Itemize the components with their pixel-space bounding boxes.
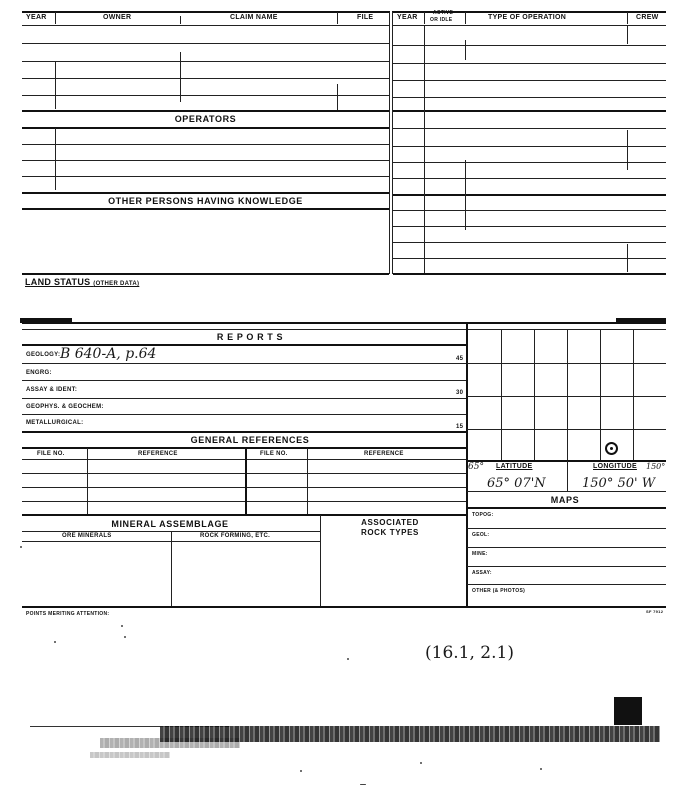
claims-owner-header: OWNER <box>103 14 132 21</box>
speck <box>347 658 349 660</box>
row-line <box>22 95 389 96</box>
section-top-border <box>22 329 666 330</box>
row-line <box>467 566 666 567</box>
row-line <box>22 160 389 161</box>
ore-minerals-header: ORE MINERALS <box>62 533 112 539</box>
latitude-prefix: 65° <box>468 462 484 472</box>
col-line <box>320 515 321 606</box>
longitude-label: LONGITUDE <box>593 463 637 470</box>
grid-line <box>501 330 502 460</box>
row-line <box>393 226 666 227</box>
col-line <box>627 130 628 170</box>
row-line <box>467 547 666 548</box>
number-30: 30 <box>456 390 464 396</box>
land-status-title: LAND STATUS <box>25 277 91 287</box>
speck <box>420 762 422 764</box>
geophys-label: GEOPHYS. & GEOCHEM: <box>26 404 104 410</box>
form-number: SF 7912 <box>646 609 664 614</box>
ops-active-header-2: OR IDLE <box>430 17 453 23</box>
col-line <box>87 448 88 514</box>
scan-smudge <box>90 752 170 758</box>
ref-file-no-2: FILE NO. <box>260 451 288 457</box>
speck <box>121 625 123 627</box>
ops-crew-header: CREW <box>636 14 659 21</box>
grid-line <box>534 330 535 460</box>
row-line <box>393 178 666 179</box>
claims-year-header: YEAR <box>26 14 47 21</box>
grid-line <box>600 330 601 460</box>
row-line <box>393 25 666 26</box>
land-status-sub: (OTHER DATA) <box>93 281 140 287</box>
associated-rock-types-2: ROCK TYPES <box>360 528 419 537</box>
col-line <box>465 160 466 230</box>
handwritten-coordinates: (16.1, 2.1) <box>425 643 514 663</box>
divider <box>55 12 56 24</box>
row-line <box>22 487 466 488</box>
row-line <box>467 584 666 585</box>
associated-rock-types-1: ASSOCIATED <box>361 518 419 527</box>
center-divider <box>392 12 393 274</box>
col-line <box>55 62 56 109</box>
divider <box>337 12 338 24</box>
claims-claim-name-header: CLAIM NAME <box>230 14 278 21</box>
col-line <box>180 52 181 102</box>
row-line <box>393 194 666 196</box>
mineral-assemblage-title: MINERAL ASSEMBLAGE <box>111 519 229 529</box>
ref-reference-1: REFERENCE <box>138 451 178 457</box>
row-line <box>22 414 466 415</box>
longitude-suffix: 150° <box>646 462 666 471</box>
general-references-title: GENERAL REFERENCES <box>190 435 310 445</box>
row-line <box>393 273 666 275</box>
row-line <box>393 63 666 64</box>
grid-line <box>633 330 634 460</box>
assay-ident-label: ASSAY & IDENT: <box>26 387 78 393</box>
maps-geol: GEOL: <box>472 532 490 538</box>
number-15: 15 <box>456 424 464 430</box>
divider <box>424 12 425 24</box>
row-line <box>22 61 389 62</box>
row-line <box>22 144 389 145</box>
row-line <box>22 110 389 112</box>
maps-title: MAPS <box>550 495 580 505</box>
engrg-label: ENGRG: <box>26 370 52 376</box>
latitude-value: 65° 07'N <box>487 476 546 491</box>
row-line <box>393 162 666 163</box>
ink-blot-bottom-right <box>614 697 642 725</box>
row-line <box>22 176 389 177</box>
divider <box>180 16 181 24</box>
divider <box>627 12 628 24</box>
row-line <box>393 110 666 112</box>
metallurgical-label: METALLURGICAL: <box>26 420 84 426</box>
maps-topog: TOPOG: <box>472 512 494 518</box>
maps-assay: ASSAY: <box>472 570 492 576</box>
row-line <box>393 128 666 129</box>
row-line <box>393 45 666 46</box>
top-border-left <box>22 11 390 13</box>
row-line <box>22 473 466 474</box>
col-line <box>307 448 308 514</box>
target-marker-icon <box>605 442 618 455</box>
speck <box>360 784 366 785</box>
row-line <box>393 258 666 259</box>
scan-smudge <box>100 738 240 748</box>
row-line <box>22 43 389 44</box>
row-line <box>22 514 466 516</box>
row-line <box>22 25 389 26</box>
geology-value: B 640-A, p.64 <box>60 346 157 362</box>
col-line <box>627 26 628 44</box>
row-line <box>22 380 466 381</box>
speck <box>20 546 22 548</box>
grid-line <box>567 330 568 460</box>
ref-reference-2: REFERENCE <box>364 451 404 457</box>
geology-label: GEOLOGY: <box>26 352 61 358</box>
row-line <box>22 459 466 460</box>
row-line <box>393 242 666 243</box>
grid-line <box>467 429 666 430</box>
section-top-border <box>22 322 666 324</box>
speck <box>300 770 302 772</box>
col-line <box>627 244 628 272</box>
speck <box>540 768 542 770</box>
row-line <box>22 127 389 129</box>
col-line <box>567 461 568 491</box>
center-divider <box>389 12 390 274</box>
row-line <box>22 606 666 608</box>
col-line <box>424 26 425 273</box>
col-line <box>337 84 338 110</box>
grid-line <box>467 396 666 397</box>
longitude-value: 150° 50' W <box>582 476 656 491</box>
row-line <box>22 431 466 433</box>
row-line <box>22 363 466 364</box>
row-line <box>22 78 389 79</box>
operators-title: OPERATORS <box>174 114 237 124</box>
ops-year-header: YEAR <box>397 14 418 21</box>
row-line <box>467 507 666 509</box>
row-line <box>22 447 466 449</box>
maps-mine: MINE: <box>472 551 488 557</box>
row-line <box>22 208 389 210</box>
grid-line <box>467 363 666 364</box>
row-line <box>22 192 389 194</box>
row-line <box>467 491 666 492</box>
latitude-label: LATITUDE <box>496 463 533 470</box>
row-line <box>393 80 666 81</box>
land-status-label <box>25 277 139 287</box>
row-line <box>393 97 666 98</box>
row-line <box>393 210 666 211</box>
claims-file-header: FILE <box>357 14 374 21</box>
ops-active-header-1: ACTIVE <box>433 10 454 16</box>
speck <box>54 641 56 643</box>
other-persons-title: OTHER PERSONS HAVING KNOWLEDGE <box>108 196 303 206</box>
col-line <box>465 40 466 60</box>
number-45: 45 <box>456 356 464 362</box>
divider <box>465 12 466 24</box>
row-line <box>22 273 389 275</box>
reports-title: R E P O R T S <box>216 332 284 342</box>
points-meriting-attention: POINTS MERITING ATTENTION: <box>26 611 110 617</box>
ops-type-header: TYPE OF OPERATION <box>488 14 567 21</box>
maps-other: OTHER (& PHOTOS) <box>472 588 526 594</box>
row-line <box>393 146 666 147</box>
col-line <box>55 128 56 190</box>
col-line <box>245 448 247 514</box>
col-line <box>171 532 172 606</box>
ref-file-no-1: FILE NO. <box>37 451 65 457</box>
speck <box>124 636 126 638</box>
row-line <box>22 501 466 502</box>
rock-forming-header: ROCK FORMING, ETC. <box>200 533 271 539</box>
row-line <box>467 528 666 529</box>
row-line <box>22 398 466 399</box>
